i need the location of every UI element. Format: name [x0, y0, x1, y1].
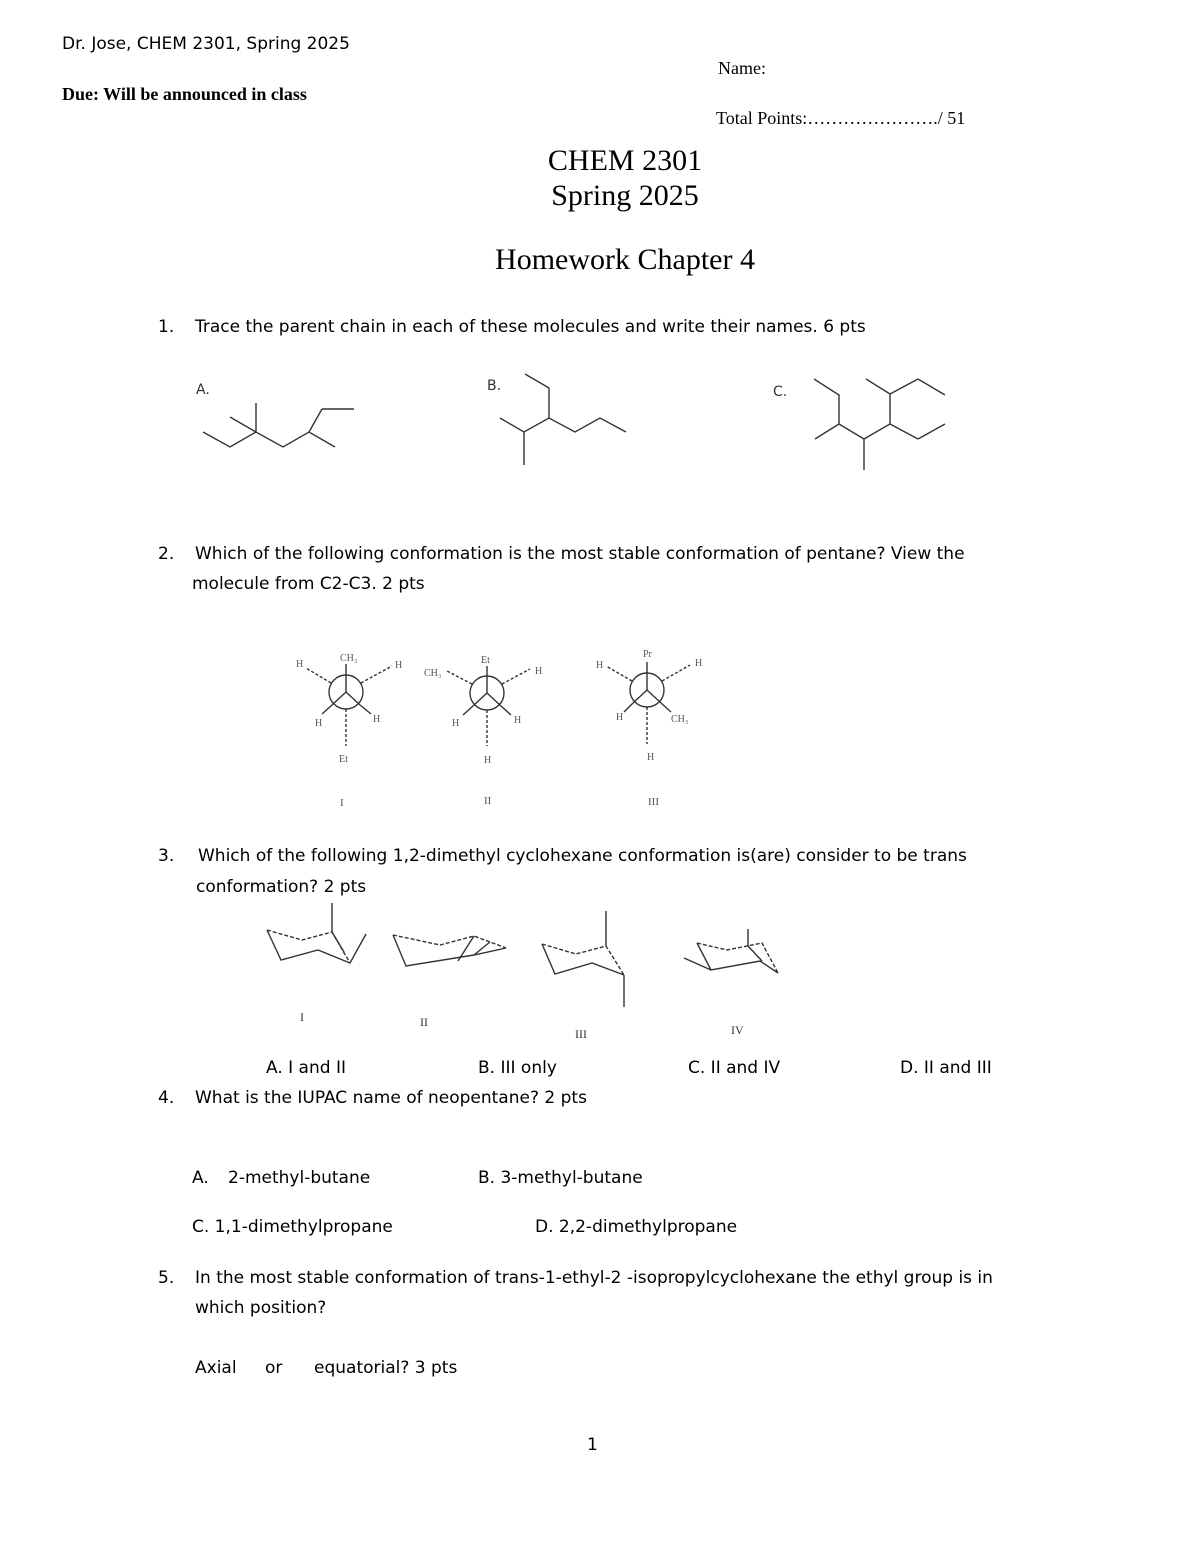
newman-3-bottom-right-label: CH₃	[671, 714, 689, 725]
newman-3-right-label: H	[695, 658, 703, 669]
course-line: Dr. Jose, CHEM 2301, Spring 2025	[62, 34, 350, 54]
q3-choice-c: C. II and IV	[688, 1058, 781, 1078]
newman-1-left-label: H	[296, 659, 304, 670]
page-number: 1	[587, 1435, 598, 1455]
newman-3-bottom-left-label: H	[616, 712, 624, 723]
q4-choice-a: 2-methyl-butane	[228, 1168, 371, 1188]
q4-choice-c: C. 1,1-dimethylpropane	[192, 1217, 393, 1237]
newman-1-bottom-left-label: H	[315, 718, 323, 729]
q5-equatorial: equatorial? 3 pts	[314, 1358, 458, 1378]
newman-2-bottom-right-label: H	[514, 715, 522, 726]
newman-2-bottom-label: H	[484, 755, 492, 766]
newman-3-left-label: H	[596, 660, 604, 671]
newman-3-bottom-label: H	[647, 752, 655, 763]
newman-2-bottom-left-label: H	[452, 718, 460, 729]
title-homework: Homework Chapter 4	[495, 243, 755, 276]
newman-1-bottom-label: Et	[339, 754, 348, 765]
q3-number: 3.	[158, 846, 175, 866]
newman-2-right-label: H	[535, 666, 543, 677]
newman-1-top-label: CH₃	[340, 653, 358, 664]
q5-text-line1: In the most stable conformation of trans-1-ethyl-2 -isopropylcyclohexane the ethyl group is in	[195, 1268, 993, 1288]
q3-choice-b: B. III only	[478, 1058, 557, 1078]
chair-2-roman: II	[420, 1015, 428, 1029]
q1-label-b: B.	[487, 378, 502, 394]
chair-4-roman: IV	[731, 1023, 744, 1037]
newman-2-left-label: CH₃	[424, 668, 442, 679]
name-label: Name:	[718, 58, 766, 78]
chair-3-roman: III	[575, 1027, 587, 1041]
q5-number: 5.	[158, 1268, 175, 1288]
q4-choice-b: B. 3-methyl-butane	[478, 1168, 643, 1188]
newman-1-roman: I	[340, 797, 344, 809]
q2-text-line1: Which of the following conformation is the most stable conformation of pentane? View the	[195, 544, 965, 564]
q2-number: 2.	[158, 544, 175, 564]
newman-1-bottom-right-label: H	[373, 714, 381, 725]
q1-label-c: C.	[773, 384, 788, 400]
q4-choice-a-letter: A.	[192, 1168, 209, 1188]
q4-text: What is the IUPAC name of neopentane? 2 pts	[195, 1088, 587, 1108]
q4-number: 4.	[158, 1088, 175, 1108]
newman-2-roman: II	[484, 795, 492, 807]
q3-choice-a: A. I and II	[266, 1058, 346, 1078]
total-points: Total Points:…………………./ 51	[716, 108, 966, 128]
q5-or: or	[265, 1358, 283, 1378]
newman-3-roman: III	[648, 796, 659, 808]
q3-text-line2: conformation? 2 pts	[196, 877, 367, 897]
q5-axial: Axial	[195, 1358, 237, 1378]
title-term: Spring 2025	[551, 179, 699, 212]
q1-number: 1.	[158, 317, 175, 337]
q1-label-a: A.	[196, 382, 210, 398]
q3-text-line1: Which of the following 1,2-dimethyl cyclohexane conformation is(are) consider to be trans	[198, 846, 967, 866]
title-course: CHEM 2301	[547, 144, 703, 177]
q4-choice-d: D. 2,2-dimethylpropane	[535, 1217, 738, 1237]
newman-1-right-label: H	[395, 660, 403, 671]
newman-2-top-label: Et	[481, 655, 490, 666]
chair-1-roman: I	[300, 1010, 304, 1024]
due-date: Due: Will be announced in class	[62, 84, 307, 104]
q1-text: Trace the parent chain in each of these molecules and write their names. 6 pts	[195, 317, 866, 337]
q5-text-line2: which position?	[195, 1298, 327, 1318]
q2-text-line2: molecule from C2-C3. 2 pts	[192, 574, 425, 594]
newman-3-top-label: Pr	[643, 649, 652, 660]
q3-choice-d: D. II and III	[900, 1058, 992, 1078]
